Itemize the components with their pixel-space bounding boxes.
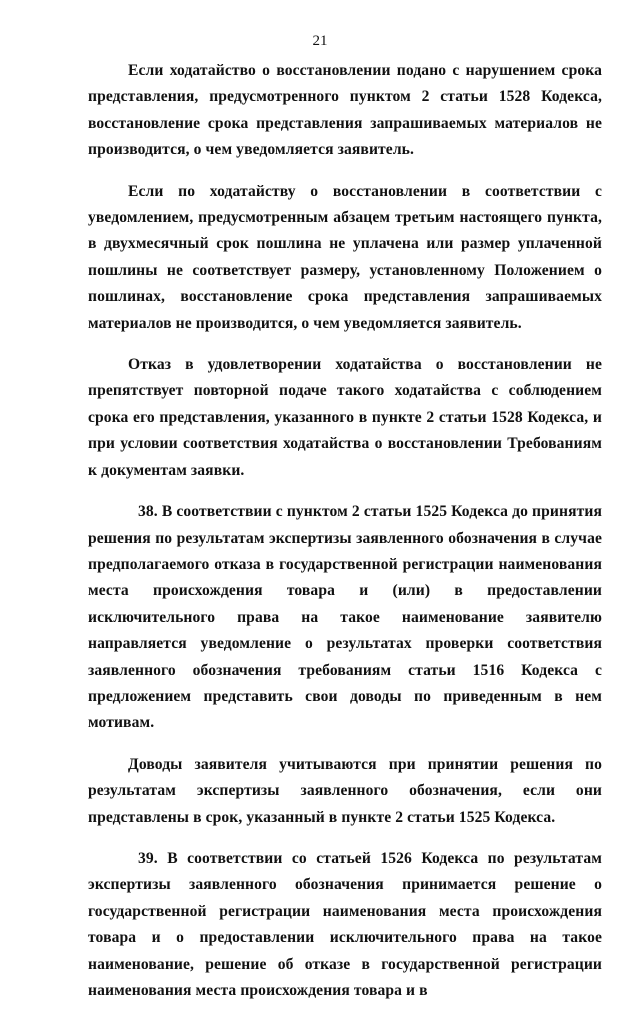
page-number: 21 — [312, 33, 328, 49]
paragraph-fee-not-paid: Если по ходатайству о восстановлении в соответствии с уведомлением, предусмотренным абзацем третьим настоящего пункта, в двухмесячный срок пошлина не уплачена или размер уплаченной пошлины не соответствует размеру, установленному Положением о пошлинах, восстановление срока представления запрашиваемых материалов не производится, о чем уведомляется заявитель. — [88, 182, 602, 332]
paragraph-refusal-not-obstacle: Отказ в удовлетворении ходатайства о восстановлении не препятствует повторной подаче такого ходатайства с соблюдением срока его представления, указанного в пункте 2 статьи 1528 Кодекса, и при условии соответствия ходатайства о восстановлении Требованиям к документам заявки. — [88, 356, 602, 479]
paragraph-item-38: 38. В соответствии с пунктом 2 статьи 1525 Кодекса до принятия решения по результатам экспертизы заявленного обозначения в случае предполагаемого отказа в государственной регистрации наименования места происхождения товара и (или) в предоставлении исключительного права на такое наименование заявителю направляется уведомление о результатах проверки соответствия заявленного обозначения требованиям статьи 1516 Кодекса с предложением представить свои доводы по приведенным в нем мотивам. — [88, 503, 602, 732]
paragraph-restoration-deadline-violation: Если ходатайство о восстановлении подано с нарушением срока представления, предусмотренного пунктом 2 статьи 1528 Кодекса, восстановление срока представления запрашиваемых материалов не производится, о чем уведомляется заявитель. — [88, 62, 602, 159]
document-body — [88, 58, 602, 1019]
paragraph-item-39: 39. В соответствии со статьей 1526 Кодекса по результатам экспертизы заявленного обозначения принимается решение о государственной регистрации наименования места происхождения товара и о предоставлении исключительного права на такое наименование, решение об отказе в государственной регистрации наименования места происхождения товара и в — [88, 849, 602, 999]
paragraph-applicant-arguments: Доводы заявителя учитываются при принятии решения по результатам экспертизы заявленного обозначения, если они представлены в срок, указанный в пункте 2 статьи 1525 Кодекса. — [88, 755, 602, 826]
